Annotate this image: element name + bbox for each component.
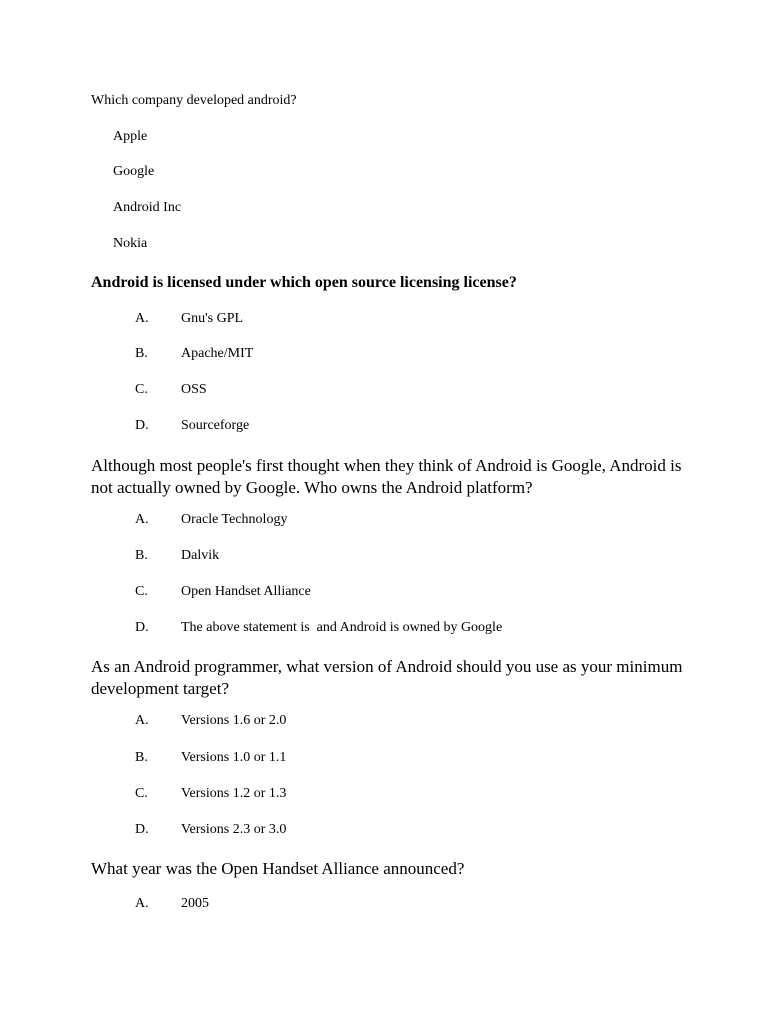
option-text: The above statement is and Android is owned by Google: [181, 620, 503, 635]
option-letter: A.: [135, 512, 149, 527]
question-1-text: Which company developed android?: [91, 93, 297, 108]
option-text: Versions 1.2 or 1.3: [181, 786, 287, 801]
option-text: Sourceforge: [181, 418, 250, 433]
option-letter: A.: [135, 311, 149, 326]
question-5-text: What year was the Open Handset Alliance announced?: [91, 859, 465, 878]
question-2-option-a: [135, 311, 243, 327]
option-text: 2005: [181, 896, 209, 911]
option-letter: D.: [135, 620, 149, 635]
option-letter: C.: [135, 584, 148, 599]
option-letter: A.: [135, 896, 149, 911]
option-text: Oracle Technology: [181, 512, 288, 527]
option-letter: A.: [135, 713, 149, 728]
question-4-option-d: [135, 822, 286, 838]
question-3-option-b: [135, 548, 219, 564]
question-1-option-1: Apple: [113, 129, 148, 144]
option-text: Versions 2.3 or 3.0: [181, 822, 287, 837]
option-text: Versions 1.6 or 2.0: [181, 713, 287, 728]
question-4-option-a: [135, 713, 286, 729]
question-3-option-d: [135, 620, 502, 636]
question-2-option-d: [135, 418, 249, 434]
option-text: Versions 1.0 or 1.1: [181, 750, 287, 765]
question-1-option-2: Google: [113, 164, 155, 179]
option-letter: B.: [135, 346, 148, 361]
option-text: Apache/MIT: [181, 346, 254, 361]
question-4-text: As an Android programmer, what version of Android should you use as your minimum development target?: [91, 657, 683, 698]
option-letter: B.: [135, 750, 148, 765]
question-5-option-a: [135, 896, 209, 912]
option-text: Gnu's GPL: [181, 311, 244, 326]
question-2-option-c: [135, 382, 207, 398]
question-3-text: Although most people's first thought when they think of Android is Google, Android is not actually owned by Google. Who owns the Android platform?: [91, 456, 682, 497]
question-4-option-c: [135, 786, 286, 802]
option-letter: C.: [135, 786, 148, 801]
question-2-option-b: [135, 346, 253, 362]
option-text: Dalvik: [181, 548, 220, 563]
option-letter: B.: [135, 548, 148, 563]
question-1-option-3: Android Inc: [113, 200, 182, 215]
question-4-option-b: [135, 750, 286, 766]
question-2-text: Android is licensed under which open source licensing license?: [91, 274, 517, 291]
option-text: OSS: [181, 382, 207, 397]
option-letter: D.: [135, 822, 149, 837]
question-1-option-4: Nokia: [113, 236, 148, 251]
option-letter: D.: [135, 418, 149, 433]
question-3-option-c: [135, 584, 311, 600]
question-3-option-a: [135, 512, 287, 528]
option-letter: C.: [135, 382, 148, 397]
option-text: Open Handset Alliance: [181, 584, 311, 599]
